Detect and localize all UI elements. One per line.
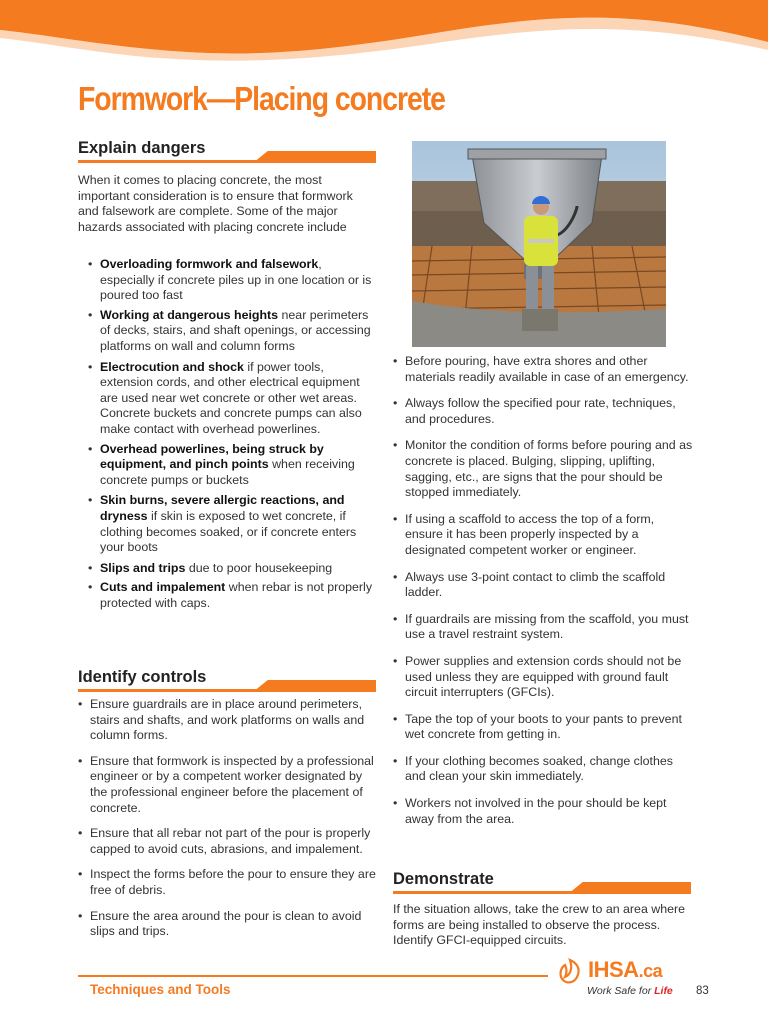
hazard-item [88,580,378,611]
control-item: • Ensure the area around the pour is clean to avoid slips and trips. [78,909,378,940]
hazard-item-title: Electrocution and shock [100,359,244,374]
identify-controls-heading: Identify controls [78,668,207,686]
top-wave-banner [0,0,768,80]
heading-accent-tab [253,151,376,163]
logo-tagline [587,985,673,997]
demonstrate-text: If the situation allows, take the crew to an area where forms are being installed to observe the process. Identify GFCI-equipped circuits. [393,902,686,948]
safety-item: • If your clothing becomes soaked, change clothes and clean your skin immediately. [393,754,693,785]
footer-divider [78,975,548,977]
hazard-item-title: Cuts and impalement [100,580,226,595]
safety-item: • Power supplies and extension cords should not be used unless they are equipped with ground fault circuit interrupters (GFCIs). [393,654,693,701]
identify-controls-header [78,666,376,696]
hazard-item [88,360,378,438]
hazard-item-title: Skin burns, severe allergic reactions, and dryness [100,493,345,523]
hazard-item-title: Working at dangerous heights [100,307,279,322]
hazard-item-text: due to poor housekeeping [185,560,333,575]
tagline-prefix: Work Safe for [587,985,655,997]
hazard-item-title: Overhead powerlines, being struck by equipment, and pinch points [100,441,324,472]
explain-dangers-header [78,137,376,167]
controls-list [78,697,378,940]
footer-section-label: Techniques and Tools [90,982,231,997]
safety-item: • Before pouring, have extra shores and other materials readily available in case of an emergency. [393,354,693,385]
logo-domain: .ca [638,961,663,981]
safety-item: • Always follow the specified pour rate, techniques, and procedures. [393,396,693,427]
hazard-item [88,442,378,489]
tagline-emphasis: Life [654,985,673,997]
hazard-item [88,257,378,304]
hazard-item-text: , especially if concrete piles up in one location or is poured too fast [100,257,372,303]
hazard-item [88,308,378,355]
ihsa-logo [555,955,685,1001]
explain-dangers-heading: Explain dangers [78,139,206,157]
safety-list [393,354,693,827]
logo-name: IHSA [588,957,639,982]
safety-item: • If using a scaffold to access the top of a form, ensure it has been properly inspected by a designated competent worker or engineer. [393,512,693,559]
hazard-item-text: when rebar is not properly protected with caps. [100,580,373,610]
hazard-item [88,561,378,577]
hazard-item-text: if power tools, extension cords, and other electrical equipment are used near wet concrete or other wet areas. Concrete buckets and concrete pumps can also make contact with overhead powerlines. [100,359,362,436]
safety-item: • Workers not involved in the pour should be kept away from the area. [393,796,693,827]
control-item: • Ensure that formwork is inspected by a professional engineer or by a competent worker designated by the professional engineer before the placement of concrete. [78,754,378,816]
control-item: • Inspect the forms before the pour to ensure they are free of debris. [78,867,378,898]
safety-item: • Monitor the condition of forms before pouring and as concrete is placed. Bulging, slipping, uplifting, sagging, etc., are signs that the pour should be stopped immediately. [393,438,693,500]
hazard-item-text: if skin is exposed to wet concrete, if clothing becomes soaked, or if concrete enters your boots [100,508,357,555]
demonstrate-header [393,868,691,898]
logo-wordmark [588,957,662,983]
demonstrate-heading: Demonstrate [393,870,494,888]
page-title: Formwork—Placing concrete [78,80,445,117]
control-item: • Ensure that all rebar not part of the pour is properly capped to avoid cuts, abrasions, and impalement. [78,826,378,857]
heading-accent-tab [568,882,691,894]
hazard-item-title: Overloading formwork and falsework [100,257,319,271]
safety-item: • Tape the top of your boots to your pants to prevent wet concrete from getting in. [393,712,693,743]
safety-item: • If guardrails are missing from the scaffold, you must use a travel restraint system. [393,612,693,643]
hazard-item-text: when receiving concrete pumps or buckets [100,457,355,487]
explain-intro: When it comes to placing concrete, the most important consideration is to ensure that formwork and falsework are complete. Some of the major hazards associated with placing concrete include [78,173,353,234]
page-number: 83 [696,985,709,997]
hazard-list [88,257,378,611]
heading-accent-tab [253,680,376,692]
concrete-bucket-photo [412,141,666,347]
ihsa-leaf-icon [555,957,585,987]
hazard-item-title: Slips and trips [100,560,186,575]
safety-item: • Always use 3-point contact to climb the scaffold ladder. [393,570,693,601]
hazard-item [88,493,378,555]
hazard-item-text: near perimeters of decks, stairs, and shaft openings, or accessing platforms on wall and column forms [100,307,371,353]
control-item: • Ensure guardrails are in place around perimeters, stairs and shafts, and work platforms on walls and column forms. [78,697,378,744]
